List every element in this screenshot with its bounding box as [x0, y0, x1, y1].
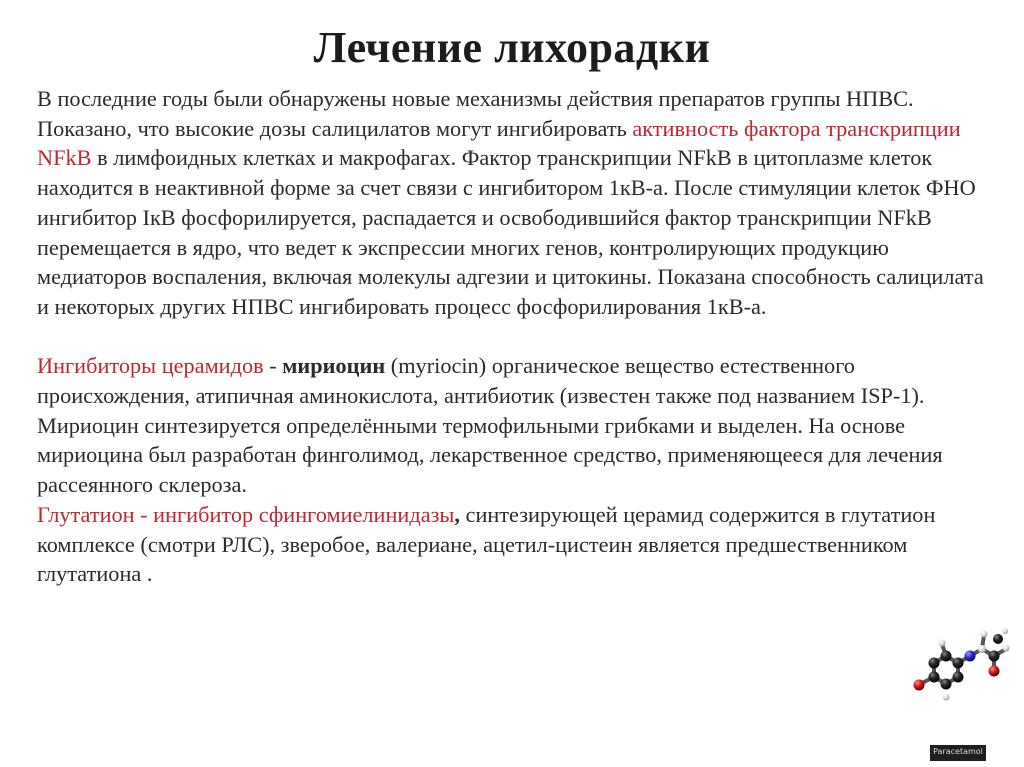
slide-body	[37, 84, 997, 589]
molecule-caption: Paracetamol	[930, 745, 986, 761]
text-run-normal: в лимфоидных клетках и макрофагах. Фактор транскрипции NFkB в цитоплазме клеток находится в неактивной форме за счет связи с ингибитором 1кВ-а. После стимуляции клеток ФНО ингибитор IкВ фосфорилируется, распадается и освободившийся фактор транскрипции NFkB перемещается в ядро, что ведет к экспрессии многих генов, контролирующих продукцию медиаторов воспаления, включая молекулы адгезии и цитокины. Показана способность салицилата и некоторых других НПВС ингибировать процесс фосфорилирования 1кВ-а.	[37, 145, 984, 319]
text-run-red: Глутатион - ингибитор сфингомиелинидазы	[37, 501, 455, 527]
text-run-normal: синтезирующей церамид содержится в глутатион комплексе (смотри РЛС), зверобое, валериане, ацетил-цистеин является предшественником глутатиона .	[37, 501, 936, 587]
paracetamol-molecule-image	[906, 623, 1012, 705]
text-run-red: Ингибиторы церамидов	[37, 353, 264, 379]
text-run-bold: ,	[454, 501, 460, 527]
paragraph-ceramide-inhibitors	[37, 351, 997, 500]
text-run-normal: -	[263, 353, 283, 379]
slide-title: Лечение лихорадки	[313, 23, 711, 72]
paragraph-glutathione	[37, 500, 997, 589]
paragraph-nfkb	[37, 84, 997, 322]
text-run-red: активность фактора транскрипции NFkB	[37, 115, 961, 171]
text-run-bold: мириоцин	[282, 353, 386, 379]
text-run-normal: В последние годы были обнаружены новые механизмы действия препаратов группы НПВС. Показано, что высокие дозы салицилатов могут ингибировать	[37, 86, 914, 141]
text-run-normal: (myriocin) органическое вещество естественного происхождения, атипичная аминокислота, антибиотик (известен также под названием ISP-1). Мириоцин синтезируется определёнными термофильными грибками и выделен. На основе мириоцина был разработан финголимод, лекарственное средство, применяющееся для лечения рассеянного склероза.	[37, 353, 943, 498]
